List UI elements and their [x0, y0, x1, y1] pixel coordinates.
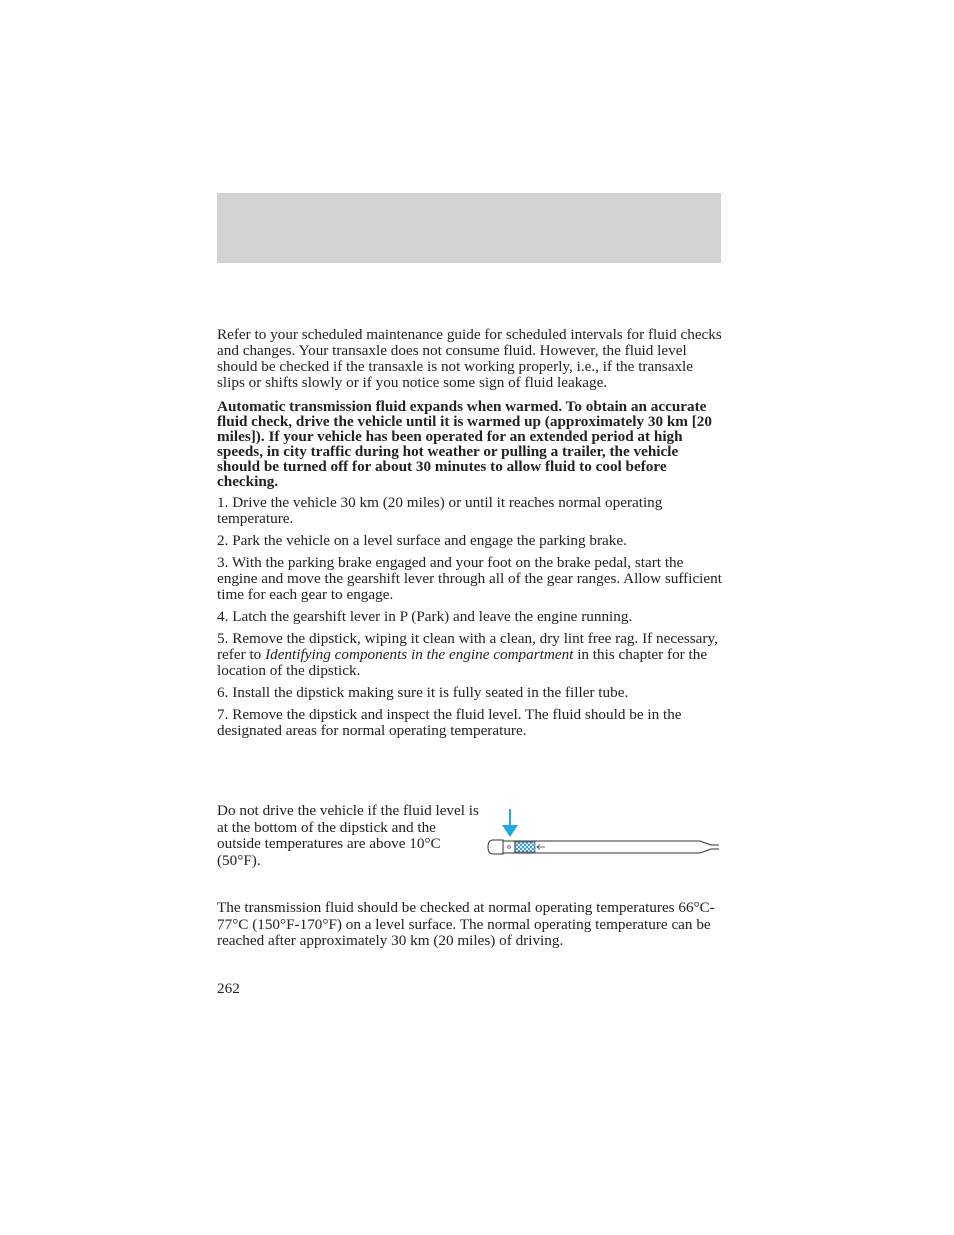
step-5	[217, 631, 723, 679]
dipstick-figure-row	[217, 803, 723, 873]
step-6: 6. Install the dipstick making sure it is fully seated in the filler tube.	[217, 684, 629, 701]
fluid-range-hatch	[515, 842, 535, 852]
dipstick-illustration	[485, 805, 721, 865]
step-5-text: 5. Remove the dipstick, wiping it clean with a clean, dry lint free rag. If necessary, refer to	[217, 630, 718, 663]
dipstick-shaft	[503, 841, 719, 853]
warning-paragraph: Automatic transmission fluid expands when warmed. To obtain an accurate fluid check, drive the vehicle until it is warmed up (approximately 30 km [20 miles]). If your vehicle has been operated for an extended period at high speeds, in city traffic during hot weather or pulling a trailer, the vehicle should be turned off for about 30 minutes to allow fluid to cool before checking.	[217, 398, 712, 490]
fluid-level-arrowhead	[502, 825, 518, 837]
step-4: 4. Latch the gearshift lever in P (Park) and leave the engine running.	[217, 608, 633, 625]
step-3: 3. With the parking brake engaged and your foot on the brake pedal, start the engine and move the gearshift lever through all of the gear ranges. Allow sufficient time for each gear to engage.	[217, 554, 722, 603]
step-2: 2. Park the vehicle on a level surface and engage the parking brake.	[217, 532, 627, 549]
step-7: 7. Remove the dipstick and inspect the fluid level. The fluid should be in the designated areas for normal operating temperature.	[217, 706, 682, 739]
section-header-band	[217, 193, 721, 263]
dipstick-handle-icon	[488, 840, 503, 854]
closing-paragraph: The transmission fluid should be checked at normal operating temperatures 66°C-77°C (150°F-170°F) on a level surface. The normal operating temperature can be reached after approximately 30 km (20 miles) of driving.	[217, 899, 715, 949]
dipstick-caption: Do not drive the vehicle if the fluid level is at the bottom of the dipstick and the outside temperatures are above 10°C (50°F).	[217, 802, 479, 869]
step-1: 1. Drive the vehicle 30 km (20 miles) or until it reaches normal operating temperature.	[217, 494, 663, 527]
page-number: 262	[217, 980, 240, 997]
step-5-reference: Identifying components in the engine compartment	[265, 646, 574, 663]
step-5-text-end: in this chapter for the location of the dipstick.	[217, 646, 708, 679]
intro-paragraph: Refer to your scheduled maintenance guide for scheduled intervals for fluid checks and changes. Your transaxle does not consume fluid. However, the fluid level should be checked if the transaxle is not working properly, i.e., if the transaxle slips or shifts slowly or if you notice some sign of fluid leakage.	[217, 326, 722, 391]
page-content	[217, 327, 723, 745]
